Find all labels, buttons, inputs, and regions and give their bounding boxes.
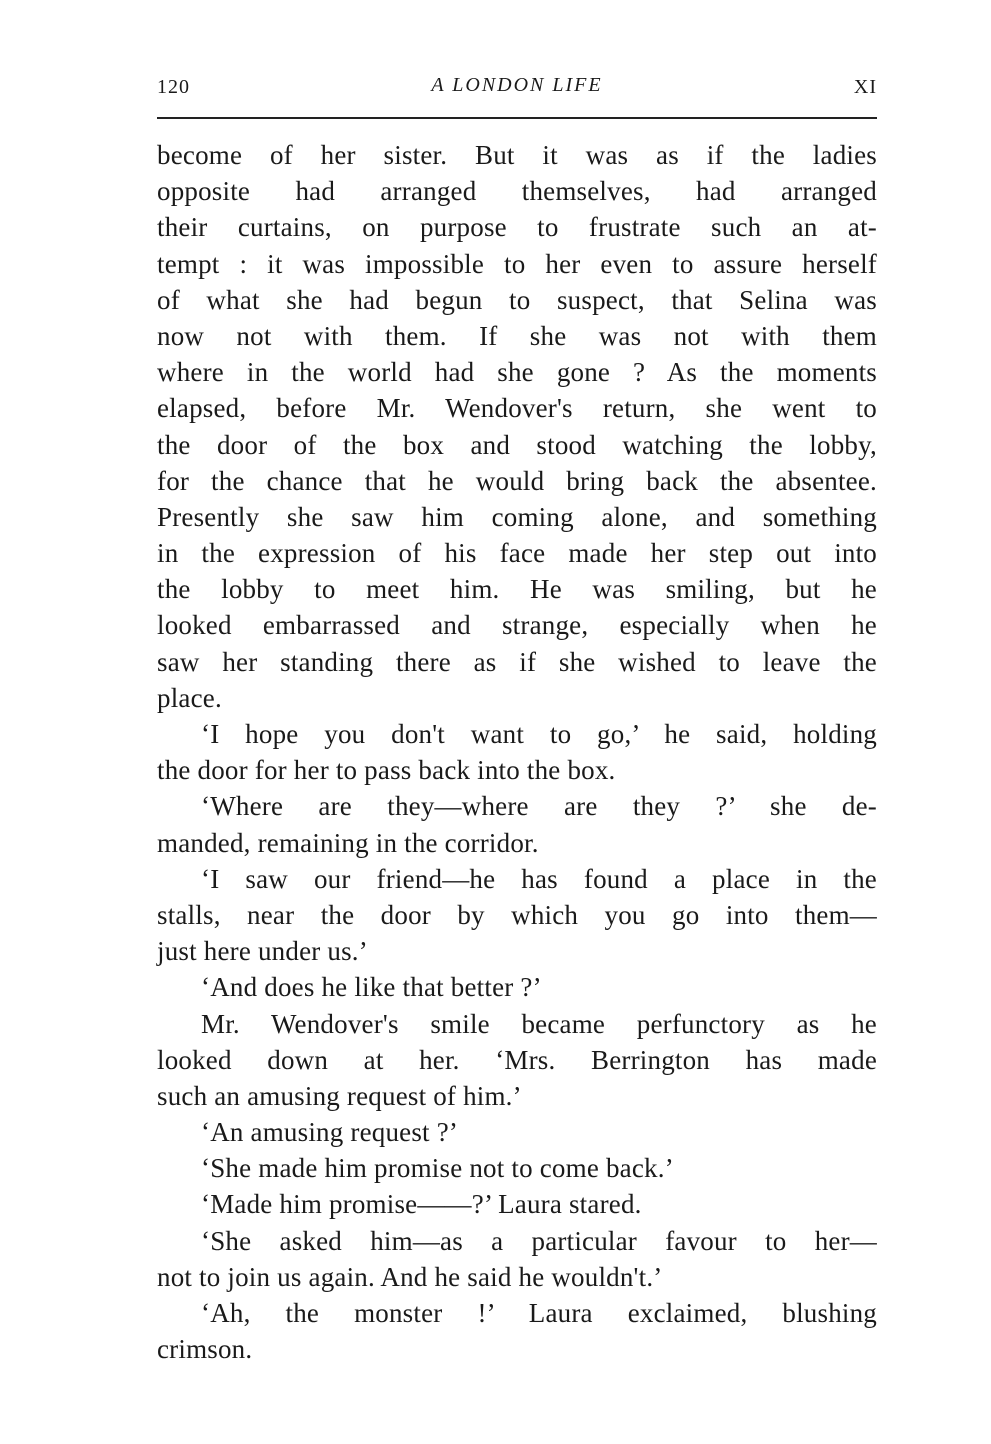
text-line: ‘An amusing request ?’: [201, 1117, 459, 1148]
text-line: tempt : it was impossible to her even to assure herself: [157, 248, 877, 279]
text-line: ‘Ah, the monster !’ Laura exclaimed, blushing: [201, 1298, 877, 1328]
text-line: manded, remaining in the corridor.: [157, 827, 539, 858]
text-line: the lobby to meet him. He was smiling, but he: [157, 574, 877, 605]
text-line: Mr. Wendover's smile became perfunctory as he: [201, 1008, 877, 1039]
body-text: [157, 137, 877, 1367]
text-line: place.: [157, 682, 222, 713]
page-number: 120: [157, 76, 190, 98]
text-line: ‘She asked him—as a particular favour to her—: [201, 1225, 877, 1256]
text-line: stalls, near the door by which you go into them—: [157, 899, 877, 930]
text-line: where in the world had she gone ? As the moments: [157, 357, 877, 388]
text-line: ‘I hope you don't want to go,’ he said, holding: [201, 719, 877, 749]
chapter-number: XI: [853, 76, 877, 98]
text-line: looked embarrassed and strange, especially when he: [157, 610, 877, 641]
text-line: Presently she saw him coming alone, and something: [157, 501, 877, 532]
text-line: ‘Made him promise——?’ Laura stared.: [201, 1189, 642, 1220]
text-line: the door of the box and stood watching the lobby,: [157, 429, 877, 460]
running-title: A LONDON LIFE: [431, 74, 603, 96]
text-line: crimson.: [157, 1334, 253, 1365]
text-line: elapsed, before Mr. Wendover's return, she went to: [157, 393, 877, 424]
text-line: not to join us again. And he said he wouldn't.’: [157, 1261, 663, 1292]
text-line: in the expression of his face made her step out into: [157, 538, 877, 569]
text-line: just here under us.’: [157, 936, 368, 967]
header-rule: [157, 117, 877, 119]
text-line: saw her standing there as if she wished to leave the: [157, 646, 877, 677]
text-line: of what she had begun to suspect, that Selina was: [157, 284, 877, 315]
text-line: ‘I saw our friend—he has found a place in the: [201, 863, 877, 894]
text-line: such an amusing request of him.’: [157, 1080, 522, 1111]
text-line: their curtains, on purpose to frustrate such an at-: [157, 212, 877, 243]
text-line: ‘Where are they—where are they ?’ she de-: [201, 791, 877, 822]
text-line: now not with them. If she was not with them: [157, 320, 877, 351]
text-line: ‘And does he like that better ?’: [201, 972, 542, 1003]
text-line: looked down at her. ‘Mrs. Berrington has made: [157, 1044, 877, 1075]
running-head: [157, 74, 877, 104]
text-line: for the chance that he would bring back the absentee.: [157, 465, 877, 496]
text-line: the door for her to pass back into the box.: [157, 755, 616, 786]
text-line: ‘She made him promise not to come back.’: [201, 1153, 674, 1184]
text-line: become of her sister. But it was as if the ladies: [157, 140, 877, 170]
text-line: opposite had arranged themselves, had arranged: [157, 176, 877, 207]
